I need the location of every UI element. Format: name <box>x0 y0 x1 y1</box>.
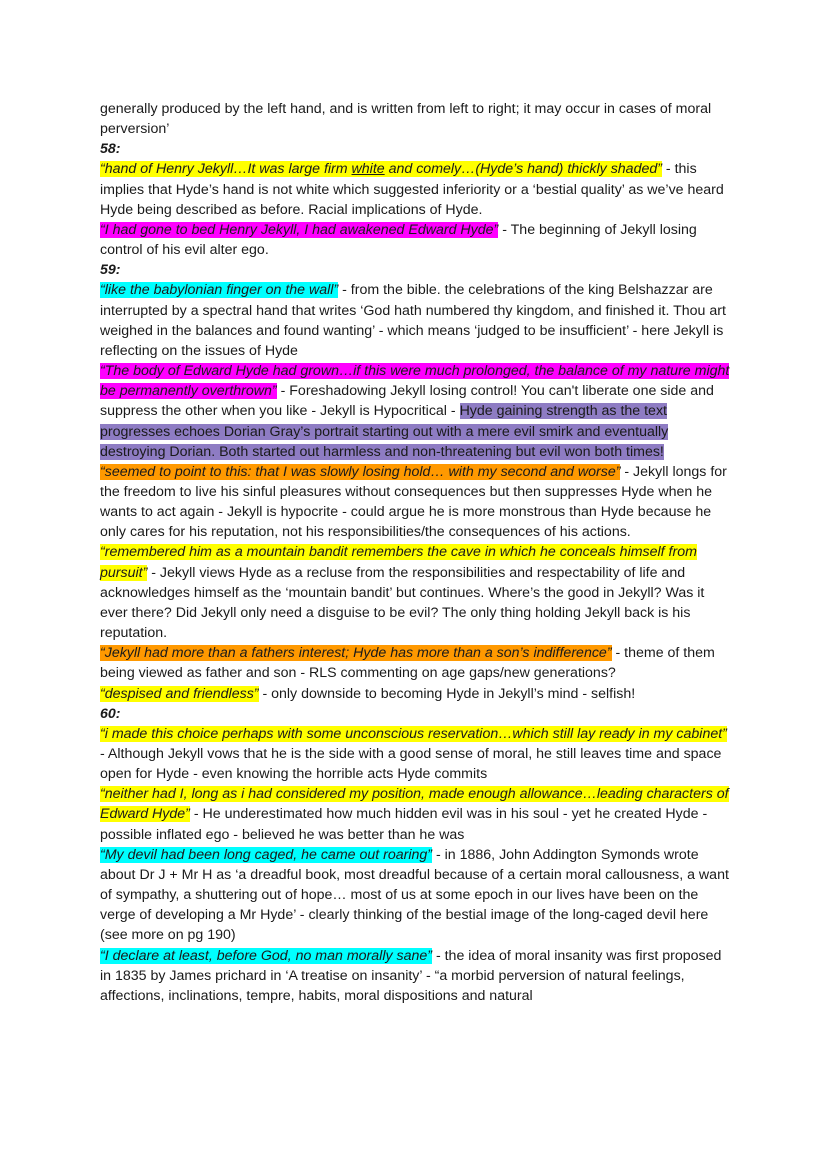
annotation-paragraph <box>100 845 730 946</box>
page-number: 58: <box>100 141 121 158</box>
annotation-paragraph <box>100 462 730 543</box>
commentary-text: - the idea of moral insanity was first proposed in 1835 by James prichard in ‘A treatise on insanity’ - “a morbid perversion of natural feelings, affections, inclinations, tempre, habits, moral dispositions and natural <box>100 947 722 1004</box>
highlighted-quote: “i made this choice perhaps with some unconscious reservation…which still lay ready in my cabinet” <box>100 725 727 742</box>
commentary-text: - this implies that Hyde’s hand is not white which suggested inferiority or a ‘bestial quality’ as we’ve heard Hyde being described as before. Racial implications of Hyde. <box>100 161 724 218</box>
commentary-text: - Jekyll views Hyde as a recluse from the responsibilities and respectability of life and acknowledges himself as the ‘mountain bandit’ but continues. Where’s the good in Jekyll? Was it ever there? Did Jekyll only need a disguise to be evil? The only thing holding Jekyll back is his reputation. <box>100 564 705 642</box>
annotation-paragraph <box>100 220 730 260</box>
highlighted-quote: “despised and friendless” <box>100 685 259 702</box>
commentary-text: - Foreshadowing Jekyll losing control! You can't liberate one side and suppress the other when you like - Jekyll is Hypocritical - <box>100 383 714 420</box>
annotation-paragraph <box>100 361 730 462</box>
highlighted-quote: “The body of Edward Hyde had grown…if this were much prolonged, the balance of my nature might be permanently overthrown” <box>100 363 730 400</box>
page-number: 59: <box>100 262 121 279</box>
commentary-text: - The beginning of Jekyll losing control of his evil alter ego. <box>100 221 697 259</box>
highlighted-quote: “remembered him as a mountain bandit remembers the cave in which he conceals himself from pursuit” <box>100 544 697 581</box>
highlighted-quote: “hand of Henry Jekyll…It was large firm <box>100 161 352 178</box>
annotation-paragraph <box>100 542 730 643</box>
page-number-heading <box>100 260 730 280</box>
annotation-paragraph <box>100 724 730 784</box>
annotation-paragraph <box>100 280 730 361</box>
highlighted-quote: “like the babylonian finger on the wall” <box>100 282 339 299</box>
commentary-text: - Although Jekyll vows that he is the side with a good sense of moral, he still leaves time and space open for Hyde - even knowing the horrible acts Hyde commits <box>100 746 722 783</box>
annotation-paragraph <box>100 684 730 704</box>
highlighted-quote: “My devil had been long caged, he came out roaring” <box>100 846 433 863</box>
annotation-paragraph <box>100 946 730 1006</box>
commentary-text: - Jekyll longs for the freedom to live his sinful pleasures without consequences but then suppresses Hyde when he wants to act again - Jekyll is hypocrite - could argue he is more monstrous than Hyde because he only cares for his reputation, not his responsibilities/the consequences of his actions. <box>100 463 727 541</box>
highlighted-quote: “Jekyll had more than a fathers interest; Hyde has more than a son’s indifference” <box>100 645 612 662</box>
commentary-text: - from the bible. the celebrations of the king Belshazzar are interrupted by a spectral hand that writes ‘God hath numbered thy kingdom, and finished it. Thou art weighed in the balances and found wanting’ - which means ‘judged to be insufficient’ - here Jekyll is reflecting on the issues of Hyde <box>100 282 726 359</box>
highlighted-quote: white <box>351 161 385 178</box>
annotation-paragraph <box>100 643 730 683</box>
highlighted-quote: “I had gone to bed Henry Jekyll, I had awakened Edward Hyde” <box>100 221 499 238</box>
commentary-text: - only downside to becoming Hyde in Jekyll’s mind - selfish! <box>258 685 636 702</box>
highlighted-quote: “neither had I, long as i had considered my position, made enough allowance…leading characters of Edward Hyde” <box>100 786 729 823</box>
highlighted-quote: “seemed to point to this: that I was slowly losing hold… with my second and worse” <box>100 463 621 480</box>
commentary-text: generally produced by the left hand, and is written from left to right; it may occur in cases of moral perversion’ <box>100 101 712 138</box>
highlighted-quote: Hyde gaining strength as the text progresses echoes Dorian Gray’s portrait starting out with a mere evil smirk and eventually destroying Dorian. Both started out harmless and non-threatening but evil won both times! <box>100 403 669 460</box>
annotation-paragraph <box>100 99 730 139</box>
page-number-heading <box>100 139 730 159</box>
highlighted-quote: “I declare at least, before God, no man morally sane” <box>100 947 432 964</box>
page-number-heading <box>100 704 730 724</box>
commentary-text: - in 1886, John Addington Symonds wrote about Dr J + Mr H as ‘a dreadful book, most dreadful because of a certain moral callousness, a want of sympathy, a shuttering out of hope… most of us at some epoch in our lives have been on the verge of developing a Mr Hyde’ - clearly thinking of the bestial image of the long-caged devil here (see more on pg 190) <box>100 846 729 944</box>
annotation-paragraph <box>100 159 730 219</box>
page-number: 60: <box>100 705 121 722</box>
commentary-text: - theme of them being viewed as father and son - RLS commenting on age gaps/new generations? <box>100 645 715 682</box>
document-body <box>100 99 730 1006</box>
commentary-text: - He underestimated how much hidden evil was in his soul - yet he created Hyde - possible inflated ego - believed he was better than he was <box>100 806 708 843</box>
highlighted-quote: and comely…(Hyde’s hand) thickly shaded” <box>384 161 662 178</box>
annotation-paragraph <box>100 784 730 844</box>
